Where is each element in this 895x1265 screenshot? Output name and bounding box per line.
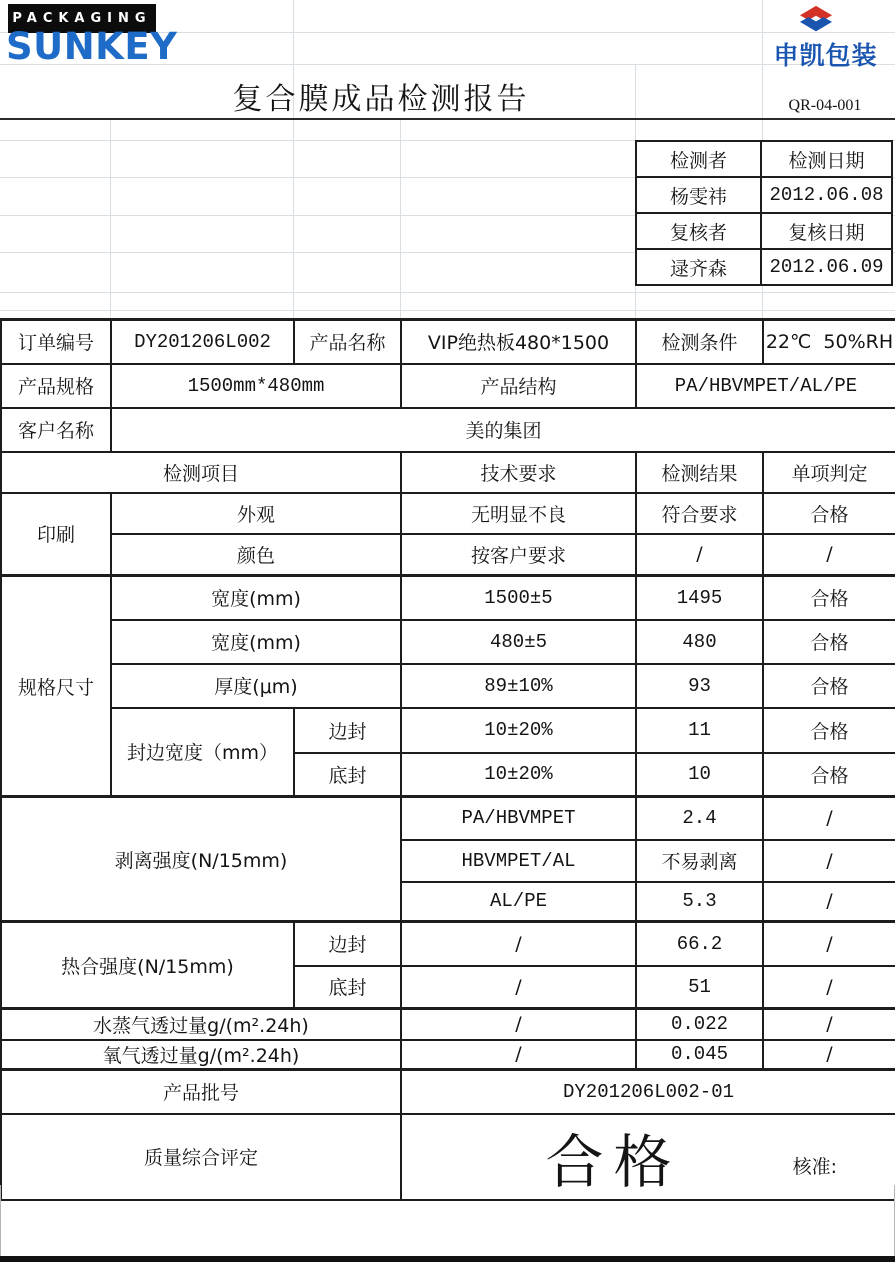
table-row [1, 797, 895, 840]
seal-bottom-item: 底封 [294, 753, 401, 797]
table-row [1, 620, 895, 664]
table-row [636, 141, 892, 177]
wvtr-judge: / [763, 1009, 895, 1040]
condition-label: 检测条件 [636, 320, 763, 364]
heat-side-result: 66.2 [636, 922, 763, 966]
seal-side-req: 10±20% [401, 708, 636, 753]
peel3-item: AL/PE [401, 882, 636, 922]
width1-req: 1500±5 [401, 576, 636, 620]
table-row [636, 177, 892, 213]
gridline [0, 292, 895, 293]
reviewer-name: 逯齐森 [636, 249, 761, 285]
heat-side-req: / [401, 922, 636, 966]
width2-result: 480 [636, 620, 763, 664]
thickness-judge: 合格 [763, 664, 895, 708]
seal-side-result: 11 [636, 708, 763, 753]
peel1-judge: / [763, 797, 895, 840]
table-row [1, 1070, 895, 1114]
structure-value: PA/HBVMPET/AL/PE [636, 364, 895, 408]
color-req: 按客户要求 [401, 534, 636, 576]
heat-bottom-result: 51 [636, 966, 763, 1009]
heat-bottom-item: 底封 [294, 966, 401, 1009]
width1-item: 宽度(mm) [111, 576, 401, 620]
otr-result: 0.045 [636, 1040, 763, 1070]
wvtr-result: 0.022 [636, 1009, 763, 1040]
table-row [1, 922, 895, 966]
order-no-label: 订单编号 [1, 320, 111, 364]
gridline [0, 310, 895, 311]
seal-side-item: 边封 [294, 708, 401, 753]
heat-bottom-req: / [401, 966, 636, 1009]
width2-req: 480±5 [401, 620, 636, 664]
appearance-judge: 合格 [763, 493, 895, 534]
peel2-item: HBVMPET/AL [401, 840, 636, 882]
seal-bottom-judge: 合格 [763, 753, 895, 797]
customer-label: 客户名称 [1, 408, 111, 452]
table-row [636, 213, 892, 249]
table-row [1, 1009, 895, 1040]
table-row [1, 408, 895, 452]
overall-judgement-label: 质量综合评定 [1, 1114, 401, 1200]
table-row [1, 364, 895, 408]
col-header-judgement: 单项判定 [763, 452, 895, 493]
peel1-result: 2.4 [636, 797, 763, 840]
seal-side-judge: 合格 [763, 708, 895, 753]
table-row [1, 320, 895, 364]
gridline [110, 120, 111, 318]
peel3-result: 5.3 [636, 882, 763, 922]
title-divider [0, 118, 895, 120]
col-header-result: 检测结果 [636, 452, 763, 493]
appearance-item: 外观 [111, 493, 401, 534]
reviewer-label: 复核者 [636, 213, 761, 249]
condition-value: 22℃ 50%RH [763, 320, 895, 364]
peel2-result: 不易剥离 [636, 840, 763, 882]
otr-req: / [401, 1040, 636, 1070]
inspect-date-label: 检测日期 [761, 141, 892, 177]
thickness-item: 厚度(μm) [111, 664, 401, 708]
inspect-date: 2012.06.08 [761, 177, 892, 213]
heat-side-judge: / [763, 922, 895, 966]
review-date: 2012.06.09 [761, 249, 892, 285]
customer-value: 美的集团 [111, 408, 895, 452]
thickness-result: 93 [636, 664, 763, 708]
page-title: 复合膜成品检测报告 [232, 82, 530, 117]
width1-result: 1495 [636, 576, 763, 620]
group-dimensions: 规格尺寸 [1, 576, 111, 797]
width2-item: 宽度(mm) [111, 620, 401, 664]
sheet-footer-margin [0, 1185, 895, 1256]
review-date-label: 复核日期 [761, 213, 892, 249]
seal-width-label: 封边宽度（mm） [111, 708, 294, 797]
table-row [1, 1040, 895, 1070]
col-header-requirement: 技术要求 [401, 452, 636, 493]
table-row [1, 664, 895, 708]
gridline [400, 120, 401, 318]
peel2-judge: / [763, 840, 895, 882]
appearance-req: 无明显不良 [401, 493, 636, 534]
heat-seal-label: 热合强度(N/15mm) [1, 922, 294, 1009]
seal-bottom-result: 10 [636, 753, 763, 797]
color-result: / [636, 534, 763, 576]
heat-bottom-judge: / [763, 966, 895, 1009]
thickness-req: 89±10% [401, 664, 636, 708]
width2-judge: 合格 [763, 620, 895, 664]
document-number: QR-04-001 [788, 97, 862, 114]
peel1-item: PA/HBVMPET [401, 797, 636, 840]
otr-judge: / [763, 1040, 895, 1070]
heat-side-item: 边封 [294, 922, 401, 966]
product-name-label: 产品名称 [294, 320, 401, 364]
table-row [1, 493, 895, 534]
inspector-label: 检测者 [636, 141, 761, 177]
color-judge: / [763, 534, 895, 576]
group-printing: 印刷 [1, 493, 111, 576]
seal-bottom-req: 10±20% [401, 753, 636, 797]
table-row [1, 708, 895, 753]
wvtr-item: 水蒸气透过量g/(m².24h) [1, 1009, 401, 1040]
structure-label: 产品结构 [401, 364, 636, 408]
table-row [1, 576, 895, 620]
peel3-judge: / [763, 882, 895, 922]
otr-item: 氧气透过量g/(m².24h) [1, 1040, 401, 1070]
product-name-value: VIP绝热板480*1500 [401, 320, 636, 364]
batch-value: DY201206L002-01 [401, 1070, 895, 1114]
sheet-bottom-border [0, 1256, 895, 1262]
table-row [1, 534, 895, 576]
inspector-name: 杨雯祎 [636, 177, 761, 213]
overall-judgement-value: 合格 [545, 1127, 682, 1196]
inspector-table [635, 140, 893, 286]
gridline [293, 0, 294, 318]
col-header-item: 检测项目 [1, 452, 401, 493]
table-header-row [1, 452, 895, 493]
shenkai-logo-text: 申凯包装 [773, 41, 878, 70]
wvtr-req: / [401, 1009, 636, 1040]
color-item: 颜色 [111, 534, 401, 576]
table-row [636, 249, 892, 285]
approval-label: 核准: [792, 1155, 837, 1178]
peel-strength-label: 剥离强度(N/15mm) [1, 797, 401, 922]
batch-label: 产品批号 [1, 1070, 401, 1114]
packaging-logo-text: PACKAGING [12, 11, 152, 26]
report-table [0, 318, 895, 1201]
width1-judge: 合格 [763, 576, 895, 620]
sunkey-logo: SUNKEY [6, 25, 178, 68]
appearance-result: 符合要求 [636, 493, 763, 534]
spec-label: 产品规格 [1, 364, 111, 408]
spec-value: 1500mm*480mm [111, 364, 401, 408]
shenkai-logo-icon [792, 3, 840, 37]
order-no-value: DY201206L002 [111, 320, 294, 364]
